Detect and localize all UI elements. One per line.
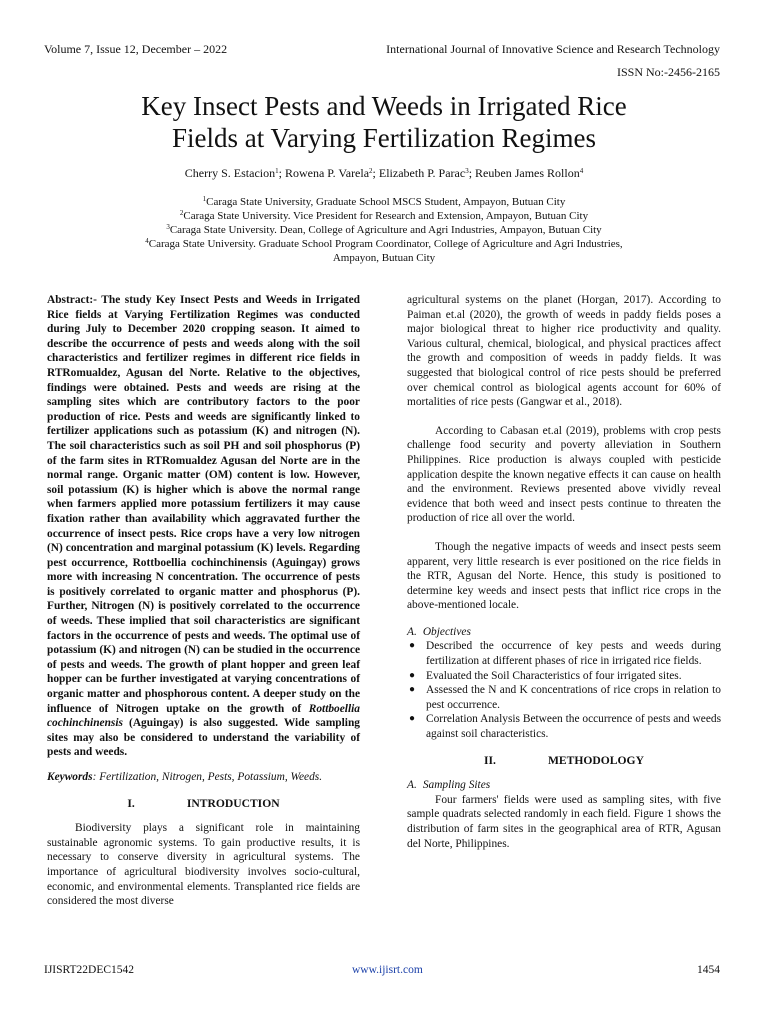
footer-website-link[interactable]: www.ijisrt.com: [352, 964, 423, 976]
affiliation: [40, 251, 728, 265]
author-sup: 3: [465, 167, 469, 175]
author-sup: 4: [579, 167, 584, 175]
affiliation-text: Caraga State University. Vice President for Research and Extension, Ampayon, Butuan City: [183, 210, 589, 222]
journal-issn: ISSN No:-2456-2165: [616, 65, 720, 79]
author-sep: ;: [278, 166, 285, 180]
affiliation: [40, 223, 728, 237]
abstract-text: Abstract:- The study Key Insect Pests and Weeds in Irrigated Rice fields at Varying Fertilization Regimes was conducted during July to December 2020 cropping season. It aimed to describe the occurrence of pests and weeds along with the soil characteristics and fertilizer regimes in different rice fields in RTRomualdez, Agusan del Norte. Relative to the objectives, findings were obtained. Pests and weeds are rising at the sampling sites which are contributory factors to the poor production of rice. Pests and weeds are significantly linked to fertilizer applications such as potassium (K) and nitrogen (N). The soil characteristics such as soil PH and soil phosphorus (P) of the farm sites in RTRomualdez Agusan del Norte are in the normal range. Organic matter (OM) content is low. However, soil potassium (K) is higher which is above the normal range when farmers applied more potassium fertilizers it may cause fixation rather than availability which aggravated further the occurrence of insect pests. Rice crops have a very low nitrogen (N) concentration and marginal potassium (K) levels. Regarding pest occurrence, Rottboellia cochinchinensis (Aguingay) grows more with increasing N concentration. The occurrence of pests is positively correlated to organic matter and phosphorus (P). Further, Nitrogen (N) is positively correlated to the occurrence of weeds. These implied that soil characteristics are significant factors in the occurrence of pests and weeds. The optimal use of potassium (K) and nitrogen (N) can be studied in the occurrence of pests and weeds. The growth of plant hopper and green leaf hopper can be further investigated at varying concentrations of organic matter and phosphorous content. A deeper study on the influence of Nitrogen uptake on the growth of: [47, 294, 360, 715]
section-title: METHODOLOGY: [547, 753, 644, 767]
author-sup: 2: [369, 167, 373, 175]
bullet-icon: ●: [409, 684, 416, 696]
author-sup: 1: [275, 167, 279, 175]
section-number: I.: [127, 796, 135, 810]
author-list: [40, 166, 728, 181]
affiliation-text: Caraga State University. Dean, College of Agriculture and Agri Industries, Ampayon, Butuan City: [169, 224, 602, 236]
affiliation: [40, 195, 728, 209]
subsection-title: Sampling Sites: [422, 779, 491, 792]
subsection-letter: A.: [407, 625, 417, 638]
affiliation-text: Caraga State University, Graduate School MSCS Student, Ampayon, Butuan City: [206, 196, 566, 208]
objectives-list: [407, 639, 721, 741]
subsection-letter: A.: [407, 779, 417, 792]
intro-paragraph-3: Though the negative impacts of weeds and insect pests seem apparent, very little research is ever positioned on the rice fields in the RTR, Agusan del Norte. Hence, this study is positioned to determine key weeds and insect pests that inflict rice crops in the above-mentioned locale.: [407, 540, 721, 612]
section-title: INTRODUCTION: [186, 796, 280, 810]
objective-text: Described the occurrence of key pests and weeds during fertilization at different phases of rice in irrigated rice fields.: [426, 640, 721, 668]
author-name: Cherry S. Estacion: [184, 166, 276, 180]
author-name: Elizabeth P. Parac: [378, 166, 466, 180]
title-line-2: Fields at Varying Fertilization Regimes: [172, 123, 596, 153]
objective-text: Correlation Analysis Between the occurrence of pests and weeds against soil characteristics.: [426, 713, 721, 741]
abstract-tail: (Aguingay) is also suggested. Wide sampling sites may also be considered to understand the variability of pests and weeds.: [47, 717, 360, 759]
list-item: [409, 712, 721, 741]
footer-page-number: 1454: [697, 964, 720, 976]
journal-volume: Volume 7, Issue 12, December – 2022: [44, 42, 228, 56]
list-item: [409, 683, 721, 712]
keywords-label: Keywords: [47, 771, 93, 783]
objective-text: Assessed the N and K concentrations of rice crops in relation to pest occurrence.: [426, 684, 721, 711]
section-number: II.: [484, 753, 496, 767]
intro-paragraph-1-continued: agricultural systems on the planet (Horgan, 2017). According to Paiman et.al (2020), the growth of weeds in paddy fields poses a major biological threat to higher rice productivity and quality. Various cultural, chemical, biological, and physical practices affect the growth and composition of weeds in paddy fields. It was suggested that biological control of rice pests should be preferred over chemical control as biological agents account for 60% of mortalities of rice pests (Gangwar et al., 2018).: [407, 294, 721, 409]
subsection-title: Objectives: [422, 625, 471, 638]
affiliation-sup: 2: [179, 209, 184, 217]
author-name: Reuben James Rollon: [475, 166, 580, 180]
abstract-species: Rottboellia cochinchinensis: [47, 702, 360, 730]
sampling-sites-heading: [407, 778, 721, 793]
author-sep: ;: [468, 166, 476, 180]
affiliation-sup: 3: [166, 223, 170, 231]
objectives-heading: [407, 625, 721, 640]
author-sep: ;: [372, 166, 379, 180]
affiliation-list: [40, 195, 728, 265]
author-name: Rowena P. Varela: [284, 166, 370, 180]
affiliation-sup: 4: [145, 237, 149, 245]
list-item: [409, 639, 721, 668]
keywords-text: : Fertilization, Nitrogen, Pests, Potassium, Weeds.: [92, 771, 323, 783]
affiliation-sup: 1: [202, 195, 207, 203]
bullet-icon: ●: [409, 669, 416, 681]
title-line-1: Key Insect Pests and Weeds in Irrigated Rice: [141, 91, 627, 121]
sampling-sites-paragraph: Four farmers' fields were used as sampling sites, with five sample quadrats selected randomly in each field. Figure 1 shows the distribution of farm sites in the geographical area of RTR, Agusan del Norte, Philippines.: [407, 793, 721, 850]
paper-title: [40, 90, 728, 154]
journal-name: International Journal of Innovative Science and Research Technology: [386, 42, 720, 56]
objective-text: Evaluated the Soil Characteristics of four irrigated sites.: [426, 669, 682, 682]
list-item: [409, 669, 721, 684]
bullet-icon: ●: [409, 640, 416, 652]
affiliation: [40, 237, 728, 251]
section-heading-introduction: [47, 797, 360, 812]
intro-paragraph-1: Biodiversity plays a significant role in maintaining sustainable agronomic systems. To gain productive results, it is necessary to conserve diversity in agricultural systems. The importance of agricultural biodiversity involves socio-cultural, economic, and environmental elements. Transplanted rice fields are considered the most diverse: [47, 822, 360, 908]
left-column: [47, 293, 360, 909]
affiliation-text: Ampayon, Butuan City: [332, 252, 436, 264]
affiliation: [40, 209, 728, 223]
affiliation-text: Caraga State University. Graduate School Program Coordinator, College of Agriculture and Agri Industries,: [148, 238, 623, 250]
section-heading-methodology: [407, 754, 721, 769]
intro-paragraph-2: According to Cabasan et.al (2019), problems with crop pests challenge food security and poverty alleviation in Southern Philippines. Rice production is always coupled with pesticide application despite the known negative effects it can cause on health and the environment. Reviews presented above vividly reveal evidence that both weed and insect pests continue to threaten the production of rice all over the world.: [407, 424, 721, 525]
abstract: [47, 293, 360, 760]
bullet-icon: ●: [409, 713, 416, 725]
keywords: [47, 770, 360, 785]
footer-paper-code: IJISRT22DEC1542: [44, 964, 135, 976]
right-column: [407, 293, 721, 851]
